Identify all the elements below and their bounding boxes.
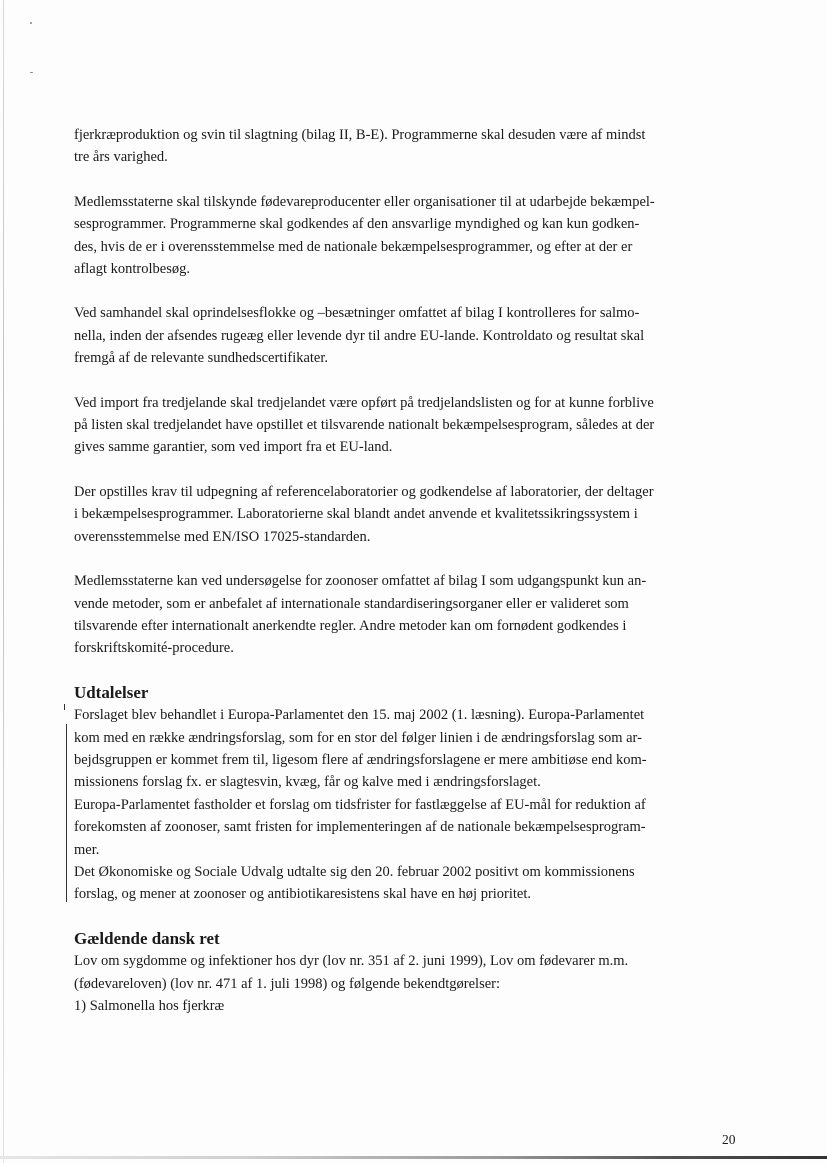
text-line: fjerkræproduktion og svin til slagtning (bilag II, B-E). Programmerne skal desuden være af mindst — [74, 127, 646, 143]
text-line: kom med en række ændringsforslag, som for en stor del følger linien i de ændringsforslag som ar- — [74, 729, 642, 746]
text-line: sesprogrammer. Programmerne skal godkendes af den ansvarlige myndighed og kan kun godken- — [74, 216, 640, 233]
text-line: mer. — [74, 841, 100, 858]
text-line: på listen skal tredjelandet have opstillet et tilsvarende nationalt bekæmpelsesprogram, således at der — [74, 417, 655, 434]
text-line: forskriftskomité-procedure. — [74, 640, 234, 657]
text-line: des, hvis de er i overensstemmelse med de nationale bekæmpelsesprogrammer, og efter at der er — [74, 238, 633, 255]
page-number: 20 — [722, 1132, 736, 1147]
udtalelser-section — [74, 682, 744, 906]
paragraph-5 — [74, 481, 744, 548]
text-line: tilsvarende efter internationalt anerkendte regler. Andre metoder kan om fornødent godkendes i — [74, 617, 627, 634]
text-line: Ved samhandel skal oprindelsesflokke og –besætninger omfattet af bilag I kontrolleres for salmo- — [74, 305, 640, 322]
paragraph-3 — [74, 302, 744, 369]
paragraph-4 — [74, 392, 744, 459]
text-line: forslag, og mener at zoonoser og antibiotikaresistens skal have en høj prioritet. — [74, 886, 532, 903]
text-line: (fødevareloven) (lov nr. 471 af 1. juli 1998) og følgende bekendtgørelser: — [74, 975, 501, 992]
text-line: bejdsgruppen er kommet frem til, ligesom flere af ændringsforslagene er mere ambitiøse end kom- — [74, 751, 647, 768]
text-line: aflagt kontrolbesøg. — [74, 261, 190, 278]
text-line: overensstemmelse med EN/ISO 17025-standarden. — [74, 528, 371, 545]
section-heading: Udtalelser — [74, 682, 149, 702]
text-line: vende metoder, som er anbefalet af internationale standardiseringsorganer eller er valideret som — [74, 595, 629, 612]
margin-change-bar — [66, 724, 67, 902]
text-line: tre års varighed. — [74, 149, 168, 166]
scan-left-edge — [3, 0, 4, 1163]
document-body — [74, 124, 744, 1039]
text-line: Medlemsstaterne skal tilskynde fødevareproducenter eller organisationer til at udarbejde bekæmpel- — [74, 193, 655, 210]
text-line: gives samme garantier, som ved import fra et EU-land. — [74, 439, 393, 456]
gaeldende-section — [74, 928, 744, 1018]
text-line: forekomsten af zoonoser, samt fristen for implementeringen af de nationale bekæmpelsesprogram- — [74, 819, 646, 836]
text-line: Europa-Parlamentet fastholder et forslag om tidsfrister for fastlæggelse af EU-mål for reduktion af — [74, 796, 646, 813]
scan-speck — [30, 72, 33, 73]
text-line: fremgå af de relevante sundhedscertifikater. — [74, 350, 329, 367]
margin-tick-mark — [64, 704, 65, 710]
text-line: Der opstilles krav til udpegning af referencelaboratorier og godkendelse af laboratorier, der deltager — [74, 483, 654, 500]
text-line: nella, inden der afsendes rugeæg eller levende dyr til andre EU-lande. Kontroldato og resultat skal — [74, 327, 645, 344]
text-line: Medlemsstaterne kan ved undersøgelse for zoonoser omfattet af bilag I som udgangspunkt kun an- — [74, 573, 647, 590]
text-line: Forslaget blev behandlet i Europa-Parlamentet den 15. maj 2002 (1. læsning). Europa-Parlamentet — [74, 707, 645, 724]
scan-bottom-edge — [0, 1156, 827, 1159]
scan-speck — [30, 22, 32, 24]
paragraph-1 — [74, 124, 744, 169]
text-line: Lov om sygdomme og infektioner hos dyr (lov nr. 351 af 2. juni 1999), Lov om fødevarer m.m. — [74, 953, 629, 970]
text-line: i bekæmpelsesprogrammer. Laboratorierne skal blandt andet anvende et kvalitetssikringssystem i — [74, 506, 638, 523]
text-line: Ved import fra tredjelande skal tredjelandet være opført på tredjelandslisten og for at kunne forblive — [74, 394, 654, 411]
udtalelser-body — [74, 704, 744, 906]
section-heading: Gældende dansk ret — [74, 928, 220, 948]
paragraph-6 — [74, 570, 744, 660]
text-line: missionens forslag fx. er slagtesvin, kvæg, får og kalve med i ændringsforslaget. — [74, 774, 541, 791]
list-item: 1) Salmonella hos fjerkræ — [74, 998, 225, 1014]
text-line: Det Økonomiske og Sociale Udvalg udtalte sig den 20. februar 2002 positivt om kommissionens — [74, 863, 635, 880]
paragraph-2 — [74, 191, 744, 281]
